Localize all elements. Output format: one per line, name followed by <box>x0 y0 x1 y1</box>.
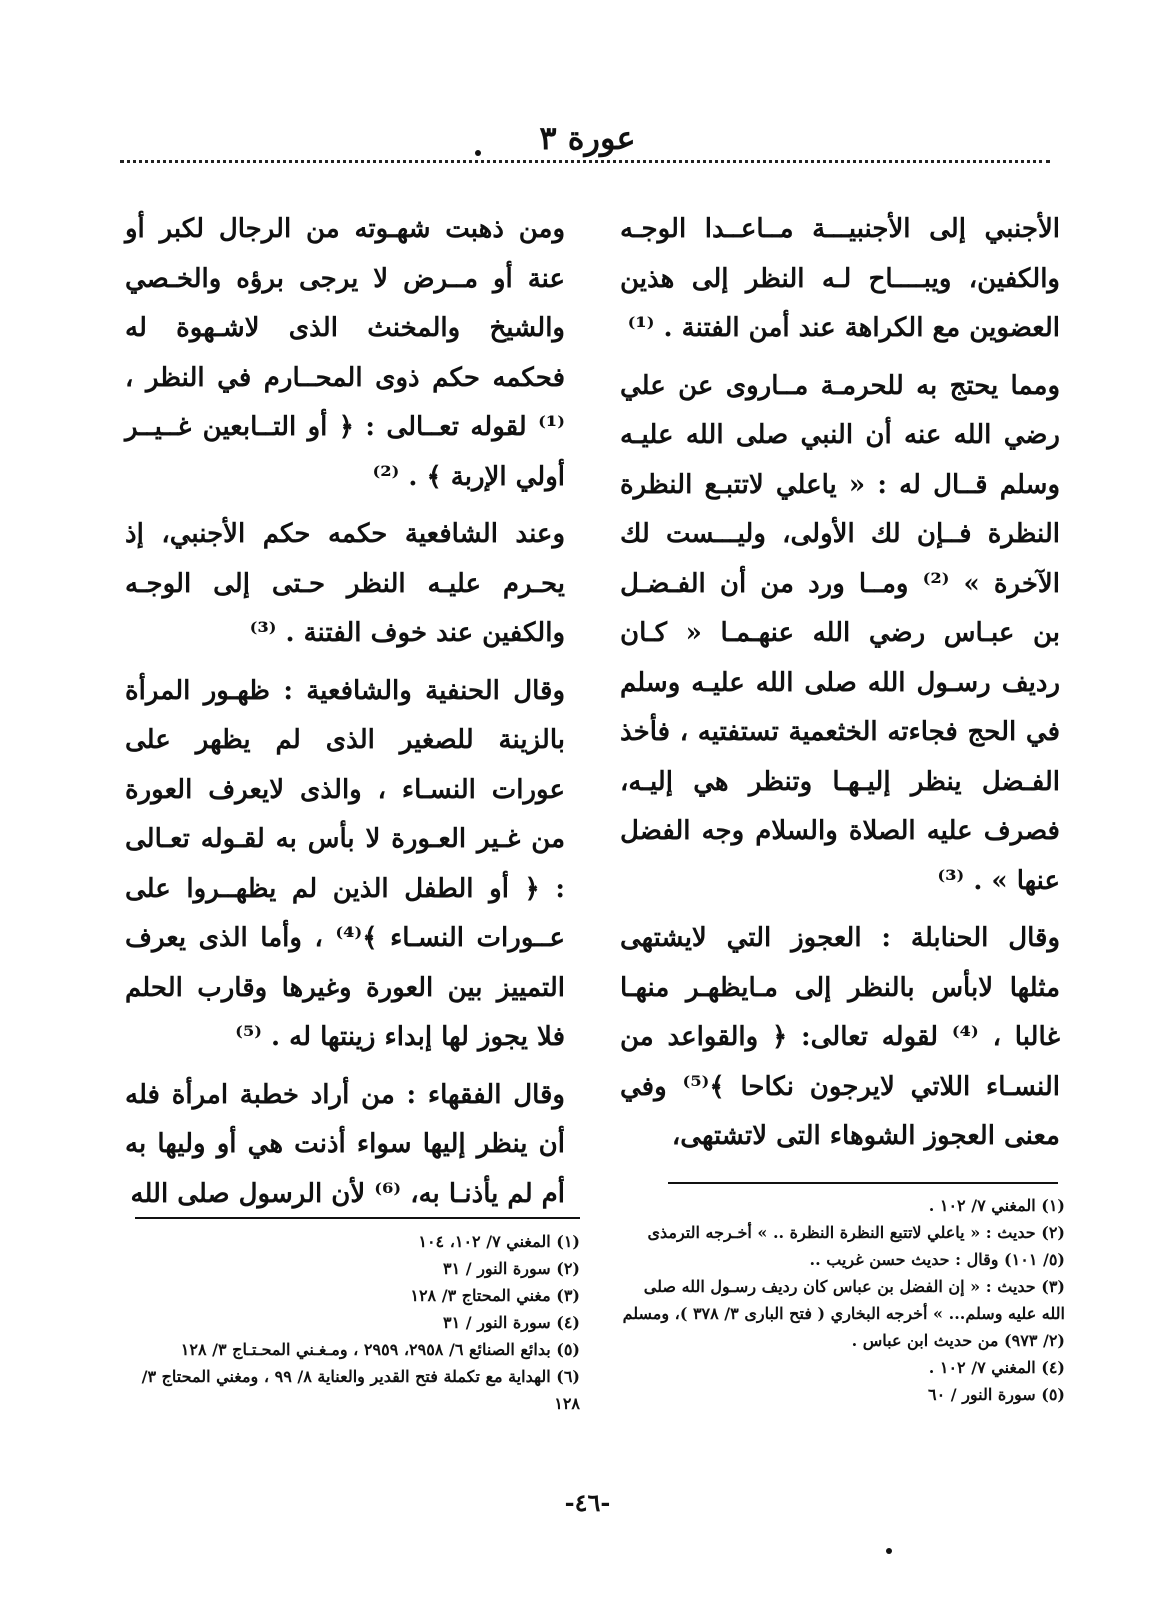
header-divider <box>120 160 1050 163</box>
footnote-divider-right <box>668 1182 1058 1184</box>
footnote-item: (٣) حديث : « إن الفضل بن عباس كان رديف رسـول الله صلى الله عليه وسلم... » أخرجه البخاري ( فتح البارى ٣/ ٣٧٨ )، ومسلم (٢/ ٩٧٣) من حديث ابن عباس . <box>622 1277 1065 1350</box>
right-column <box>620 205 1060 1170</box>
right-paragraph-2: ومما يحتج به للحرمـة مــاروى عن علي رضي الله عنه أن النبي صلى الله عليـه وسلم قــال له : « ياعلي لاتتبـع النظرة النظرة فــإن لك الأولى، وليـــست لك الآخرة » ⁽²⁾ ومــا ورد من أن الفـضـل بن عبـاس رضي الله عنهـمـا « كـان رديف رسـول الله صلى الله عليـه وسلم في الحج فجاءته الخثعمية تستفتيه ، فأخذ الفـضل ينظر إليـهـا وتنظر هي إليـه، فصرف عليه الصلاة والسلام وجه الفضل عنها » . ⁽³⁾ <box>620 370 1060 896</box>
scan-speck <box>886 1548 892 1554</box>
left-paragraph-3: وقال الحنفية والشافعية : ظهـور المرأة بالزينة للصغير الذى لم يظهر على عورات النسـاء ، والذى لايعرف العورة من غـير العـورة لا بأس به لقـوله تعـالى : ﴿ أو الطفل الذين لم يظهــروا على عــورات النسـاء ﴾⁽⁴⁾ ، وأما الذى يعرف التمييز بين العورة وغيرها وقارب الحلم فلا يجوز لها إبداء زينتها له . ⁽⁵⁾ <box>125 675 565 1052</box>
right-paragraph-1: الأجنبي إلى الأجنبيـــة مــاعــدا الوجـه والكفين، ويبــــاح لـه النظر إلى هذين العضوين مع الكراهة عند أمن الفتنة . ⁽¹⁾ <box>620 214 1060 343</box>
footnote-item: (٥) سورة النور / ٦٠ <box>928 1385 1065 1404</box>
footnote-item: (٣) مغني المحتاج ٣/ ١٢٨ <box>410 1286 580 1305</box>
footnotes-right <box>620 1192 1065 1408</box>
footnote-item: (٦) الهداية مع تكملة فتح القدير والعناية ٨/ ٩٩ ، ومغني المحتاج ٣/ ١٢٨ <box>141 1367 580 1413</box>
page-title: عورة ٣ <box>539 119 636 157</box>
footnote-item: (٥) بدائع الصنائع ٦/ ٢٩٥٨، ٢٩٥٩ ، ومـغـني المحـتـاج ٣/ ١٢٨ <box>180 1340 580 1359</box>
scan-speck <box>475 150 481 156</box>
footnotes-left <box>125 1228 580 1417</box>
footnote-item: (٤) سورة النور / ٣١ <box>443 1313 580 1332</box>
footnote-item: (٢) حديث : « ياعلي لاتتبع النظرة النظرة .. » أخـرجه الترمذى (٥/ ١٠١) وقال : حديث حسن غريب .. <box>647 1223 1065 1269</box>
left-column <box>125 205 565 1227</box>
left-paragraph-2: وعند الشافعية حكمه حكم الأجنبي، إذ يحـرم عليـه النظر حـتى إلى الوجـه والكفين عند خوف الفتنة . ⁽³⁾ <box>125 519 565 648</box>
left-paragraph-1: ومن ذهبت شهـوته من الرجال لكبر أو عنة أو مــرض لا يرجى برؤه والخـصي والشيخ والمخنث الذى لاشـهوة له فحكمه حكم ذوى المحــارم في النظر ، ⁽¹⁾ لقوله تعــالى : ﴿ أو التــابعين غــيــر أولي الإربة ﴾ . ⁽²⁾ <box>125 214 565 492</box>
left-paragraph-4: وقال الفقهاء : من أراد خطبة امرأة فله أن ينظر إليها سواء أذنت هي أو وليها به أم لم يأذنـا به، ⁽⁶⁾ لأن الرسول صلى الله <box>125 1079 565 1209</box>
footnote-divider-left <box>135 1217 580 1219</box>
right-paragraph-3: وقال الحنابلة : العجوز التي لايشتهى مثلها لابأس بالنظر إلى مـايظهـر منهـا غالبا ، ⁽⁴⁾ لقوله تعالى: ﴿ والقواعد من النسـاء اللاتي لايرجون نكاحا ﴾⁽⁵⁾ وفي معنى العجوز الشوهاء التى لاتشتهى، <box>620 923 1060 1151</box>
footnote-item: (٤) المغني ٧/ ١٠٢ . <box>928 1358 1065 1377</box>
footnote-item: (٢) سورة النور / ٣١ <box>443 1259 580 1278</box>
page-number: -٤٦- <box>564 1488 611 1517</box>
footnote-item: (١) المغني ٧/ ١٠٢، ١٠٤ <box>418 1232 580 1251</box>
footnote-item: (١) المغني ٧/ ١٠٢ . <box>928 1196 1065 1215</box>
